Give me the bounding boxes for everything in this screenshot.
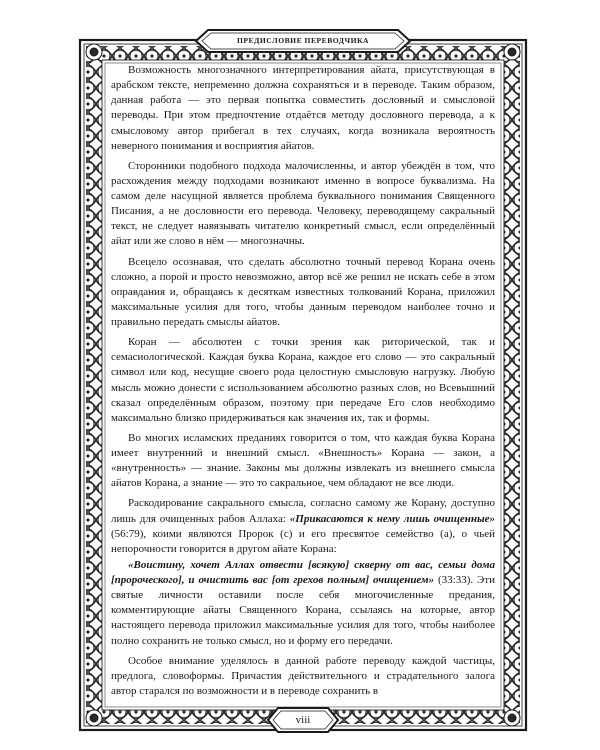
quran-quote-56-79: «Прикасаются к нему лишь очищенные» — [289, 512, 496, 525]
quran-quote-33-33: «Воистину, хочет Аллах отвести [всякую] скверну от вас, семьи дома [пророческого], и очистить вас [от грехов полным] очищением» — [111, 558, 495, 586]
paragraph-6-tail: (56:79), коими являются Пророк (с) и его пресвятое семейство (а), о чьей непорочности говорится в другом айате Корана: — [111, 527, 495, 555]
paragraph-5: Во многих исламских преданиях говорится о том, что каждая буква Корана имеет внутренний и внешний смысл. «Внешность» Корана — закон, а «внутренность» — знание. Законы мы должны извлекать из внешнего смысла айатов Корана, а знание — это то сакральное, чем обладают не все люди. — [111, 431, 495, 490]
paragraph-1: Возможность многозначного интерпретирования айата, присутствующая в арабском тексте, непременно должна сохраняться и в переводе. Таким образом, данная работа — это первая попытка совместить дословный и смысловой переводы. При этом предпочтение отдаётся методу дословного перевода, а к смысловому автор прибегал в тех случаях, когда возникала вероятность неверного понимания и восприятия айатов. — [111, 64, 495, 152]
paragraph-7 — [111, 558, 495, 649]
paragraph-4: Коран — абсолютен с точки зрения как риторической, так и семасиологической. Каждая буква Корана, каждое его слово — это сакральный символ или код, несущие своего рода целостную смысловую нагрузку. Любую мысль можно донести с использованием абсолютно разных слов, но Всевышний сказал определённым образом, поэтому при передаче Его слов необходимо максимально близко придерживаться как значения их, так и формы. — [111, 336, 495, 424]
running-header: ПРЕДИСЛОВИЕ ПЕРЕВОДЧИКА — [237, 36, 369, 45]
body-text — [111, 63, 495, 704]
paragraph-3: Всецело осознавая, что сделать абсолютно точный перевод Корана очень сложно, а порой и просто невозможно, автор всё же решил не искать себе в этом оправдания и, обращаясь к десяткам известных толкований Корана, приложил максимальные усилия для того, чтобы данным переводом наиболее точно и правильно передать смыслы айатов. — [111, 255, 495, 328]
paragraph-6-lead: Раскодирование сакрального смысла, согласно самому же Корану, доступно лишь для очищенных рабов Аллаха: — [111, 497, 495, 525]
paragraph-2: Сторонники подобного подхода малочисленны, и автор убеждён в том, что расхождения между подходами возникают именно в вопросе буквализма. На самом деле насущной является проблема буквального понимания Священного Писания, а не дословности его перевода. Человеку, переводящему сакральный текст, не следует навязывать читателю конкретный смысл, если определённый айат или же слово в нём — многозначны. — [111, 159, 495, 248]
paragraph-7-tail: (33:33). Эти святые личности оставили после себя многочисленные предания, комментирующие айаты Священного Корана, ссылаясь на которые, автор настоящего перевода приложил максимальные усилия для того, чтобы наиболее полно сохранить не только смысл, но и форму его передачи. — [111, 574, 496, 647]
paragraph-6 — [111, 496, 495, 557]
page-number: viii — [295, 714, 311, 726]
paragraph-8: Особое внимание уделялось в данной работе переводу каждой частицы, предлога, словоформы. Причастия действительного и страдательного залога автор старался по возможности и в переводе сохранить в — [111, 654, 495, 697]
